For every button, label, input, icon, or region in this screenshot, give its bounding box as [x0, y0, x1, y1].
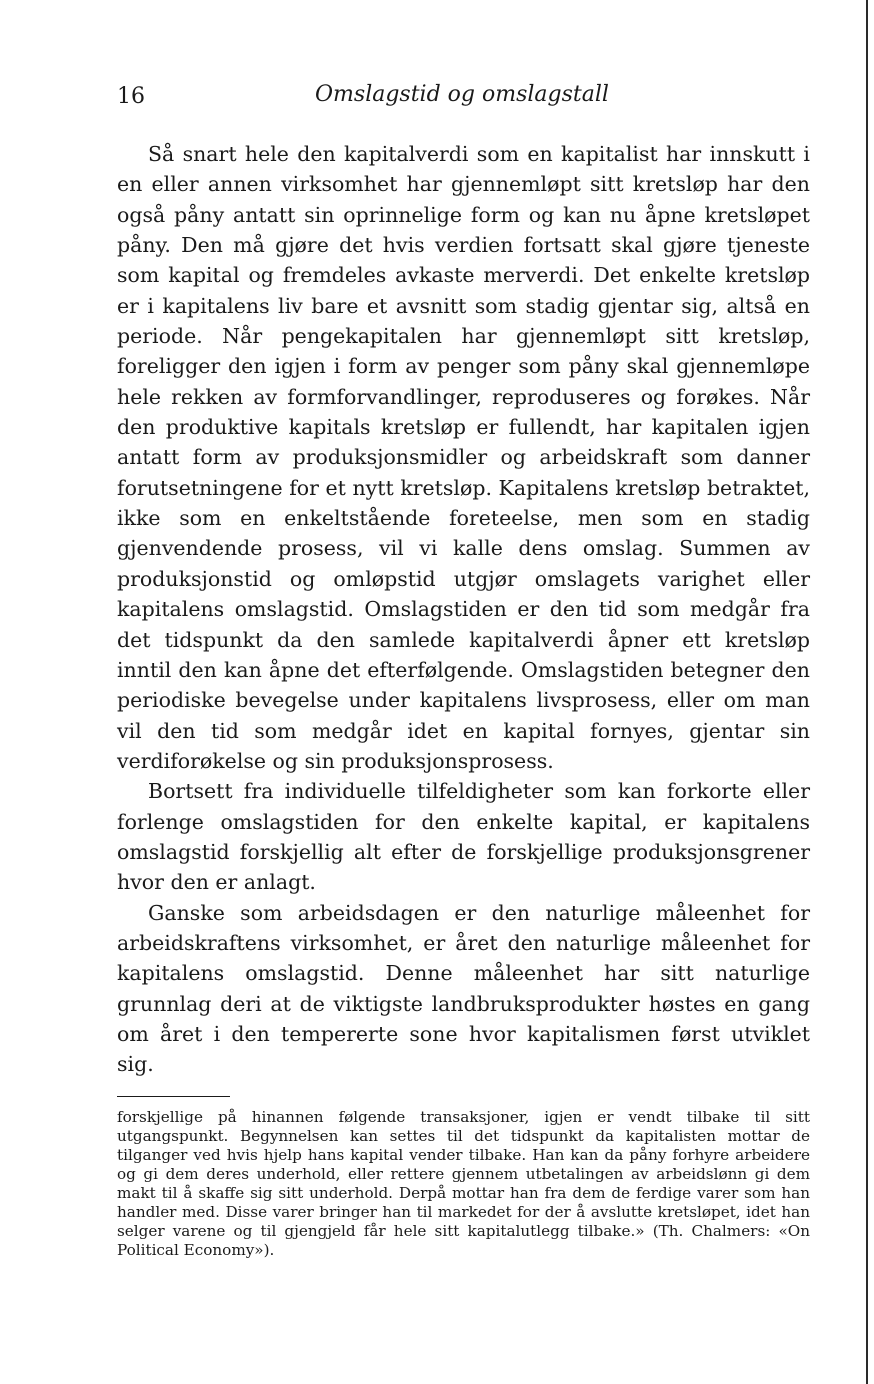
paragraph: Ganske som arbeidsdagen er den naturlige måleenhet for arbeidskraftens virksomhet, er året den naturlige måleenhet for kapitalens omslagstid. Denne måleenhet har sitt naturlige grunnlag deri at de viktigste landbruksprodukter høstes en gang om året i den tempererte sone hvor kapitalismen først utviklet sig. [117, 900, 810, 1077]
page-header [117, 78, 810, 118]
book-page [117, 78, 810, 1260]
paragraph: Bortsett fra individuelle tilfeldigheter som kan forkorte eller forlenge omslagstiden for den enkelte kapital, er kapitalens omslagstid forskjellig alt efter de forskjellige produksjonsgrener hvor den er anlagt. [117, 779, 810, 895]
body-text [117, 139, 810, 1080]
footnote-separator [117, 1096, 230, 1097]
running-title: Omslagstid og omslagstall [315, 82, 609, 107]
paragraph: Så snart hele den kapitalverdi som en kapitalist har innskutt i en eller annen virksomhet har gjennemløpt sitt kretsløp har den også påny antatt sin oprinnelige form og kan nu åpne kretsløpet påny. Den må gjøre det hvis verdien fortsatt skal gjøre tjeneste som kapital og fremdeles avkaste merverdi. Det enkelte kretsløp er i kapitalens liv bare et avsnitt som stadig gjentar sig, altså en periode. Når pengekapitalen har gjennemløpt sitt kretsløp, foreligger den igjen i form av penger som påny skal gjennemløpe hele rekken av formforvandlinger, reproduseres og forøkes. Når den produktive kapitals kretsløp er fullendt, har kapitalen igjen antatt form av produksjonsmidler og arbeidskraft som danner forutsetningene for et nytt kretsløp. Kapitalens kretsløp betraktet, ikke som en enkeltstående foreteelse, men som en stadig gjenvendende prosess, vil vi kalle dens omslag. Summen av produksjonstid og omløpstid utgjør omslagets varighet eller kapitalens omslagstid. Omslagstiden er den tid som medgår fra det tidspunkt da den samlede kapitalverdi åpner ett kretsløp inntil den kan åpne det efterfølgende. Omslagstiden betegner den periodiske bevegelse under kapitalens livsprosess, eller om man vil den tid som medgår idet en kapital fornyes, gjentar sin verdiforøkelse og sin produksjonsprosess. [117, 142, 810, 773]
page-edge-rule [866, 0, 868, 1384]
footnote: forskjellige på hinannen følgende transaksjoner, igjen er vendt tilbake til sitt utgangspunkt. Begynnelsen kan settes til det tidspunkt da kapitalisten mottar de tilganger ved hvis hjelp hans kapital vender tilbake. Han kan da påny forhyre arbeidere og gi dem deres underhold, eller rettere gjennem utbetalingen av arbeidslønn gi dem makt til å skaffe sig sitt underhold. Derpå mottar han fra dem de ferdige varer som han handler med. Disse varer bringer han til markedet for der å avslutte kretsløpet, idet han selger varene og til gjengjeld får hele sitt kapitalutlegg tilbake.» (Th. Chalmers: «On Political Economy»). [117, 1107, 810, 1259]
page-number: 16 [117, 84, 145, 109]
